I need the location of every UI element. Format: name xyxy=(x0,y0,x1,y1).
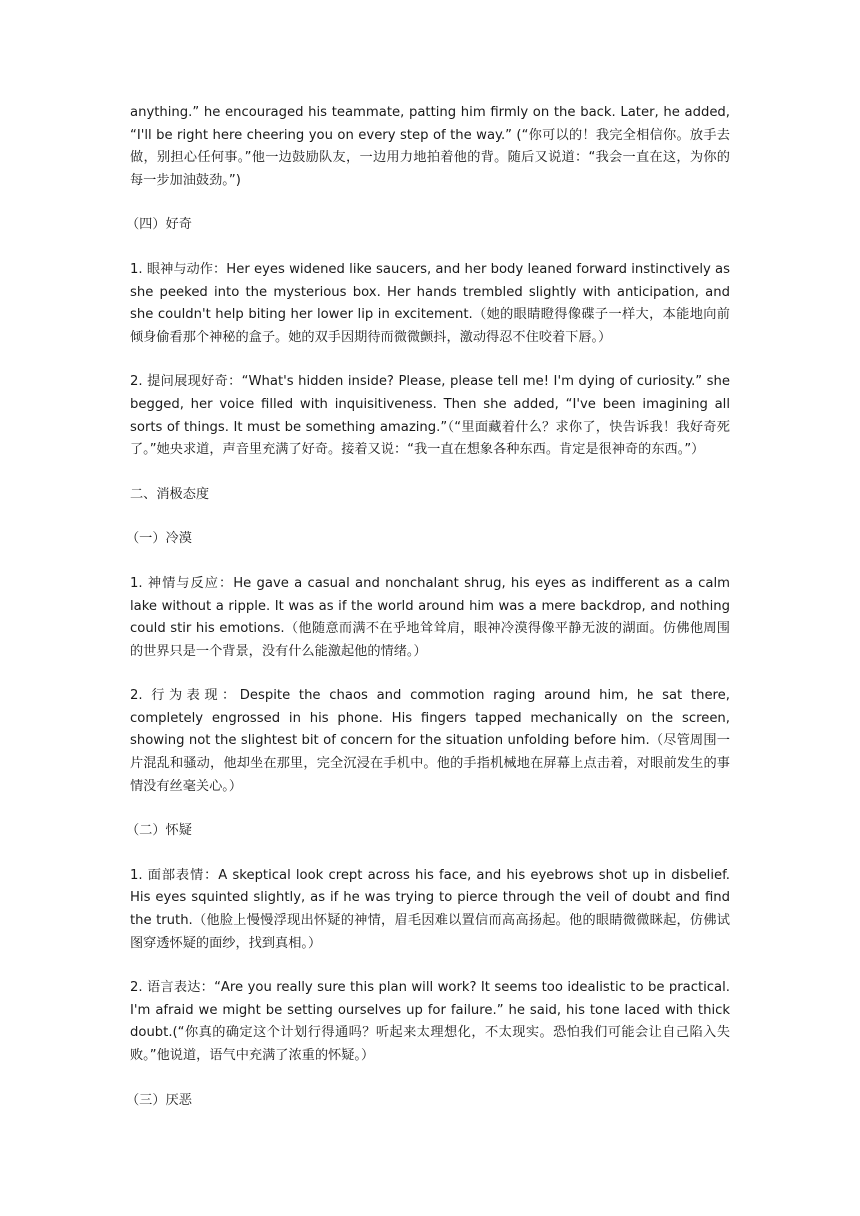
section-disgust-heading: （三）厌恶 xyxy=(126,1092,192,1108)
section-doubt-heading: （二）怀疑 xyxy=(126,823,192,839)
curiosity-paragraph-2: 2. 提问展现好奇：“What's hidden inside? Please, please tell me! I'm dying of curiosity.” she begged, her voice filled with inquisitiveness. Then she added, “I've been imagining all sorts of things. It must be something amazing.”（“里面藏着什么？求你了，快告诉我！我好奇死了。”她央求道，声音里充满了好奇。接着又说：“我一直在想象各种东西。肯定是很神奇的东西。”） xyxy=(130,374,730,458)
section-indifference-heading: （一）冷漠 xyxy=(126,531,192,547)
curiosity-paragraph-1: 1. 眼神与动作：Her eyes widened like saucers, and her body leaned forward instinctively as she peeked into the mysterious box. Her hands trembled slightly with anticipation, and she couldn't help biting her lower lip in excitement.（她的眼睛瞪得像碟子一样大，本能地向前倾身偷看那个神秘的盒子。她的双手因期待而微微颤抖，激动得忍不住咬着下唇。） xyxy=(130,261,730,345)
indifference-paragraph-1: 1. 神情与反应：He gave a casual and nonchalant shrug, his eyes as indifferent as a calm lake without a ripple. It was as if the world around him was a mere backdrop, and nothing could stir his emotions.（他随意而满不在乎地耸耸肩，眼神冷漠得像平静无波的湖面。仿佛他周围的世界只是一个背景，没有什么能激起他的情绪。） xyxy=(130,575,730,659)
section-negative-attitude-heading: 二、消极态度 xyxy=(130,486,210,502)
doubt-paragraph-1: 1. 面部表情：A skeptical look crept across his face, and his eyebrows shot up in disbelief. His eyes squinted slightly, as if he was trying to pierce through the veil of doubt and find the truth.（他脸上慢慢浮现出怀疑的神情，眉毛因难以置信而高高扬起。他的眼睛微微眯起，仿佛试图穿透怀疑的面纱，找到真相。） xyxy=(130,867,730,951)
encourage-paragraph-continued: anything.” he encouraged his teammate, patting him firmly on the back. Later, he added, “I'll be right here cheering you on every step of the way.” (“你可以的！我完全相信你。放手去做，别担心任何事。”他一边鼓励队友，一边用力地拍着他的背。随后又说道：“我会一直在这，为你的每一步加油鼓劲。”) xyxy=(130,105,730,188)
doubt-paragraph-2: 2. 语言表达：“Are you really sure this plan will work? It seems too idealistic to be practical. I'm afraid we might be setting ourselves up for failure.” he said, his tone laced with thick doubt.(“你真的确定这个计划行得通吗？听起来太理想化，不太现实。恐怕我们可能会让自己陷入失败。”他说道，语气中充满了浓重的怀疑。） xyxy=(130,980,730,1063)
document-page xyxy=(126,102,730,1134)
indifference-paragraph-2: 2. 行为表现：Despite the chaos and commotion raging around him, he sat there, completely engrossed in his phone. His fingers tapped mechanically on the screen, showing not the slightest bit of concern for the situation unfolding before him.（尽管周围一片混乱和骚动，他却坐在那里，完全沉浸在手机中。他的手指机械地在屏幕上点击着，对眼前发生的事情没有丝毫关心。） xyxy=(130,688,730,794)
section-curiosity-heading: （四）好奇 xyxy=(126,217,192,233)
